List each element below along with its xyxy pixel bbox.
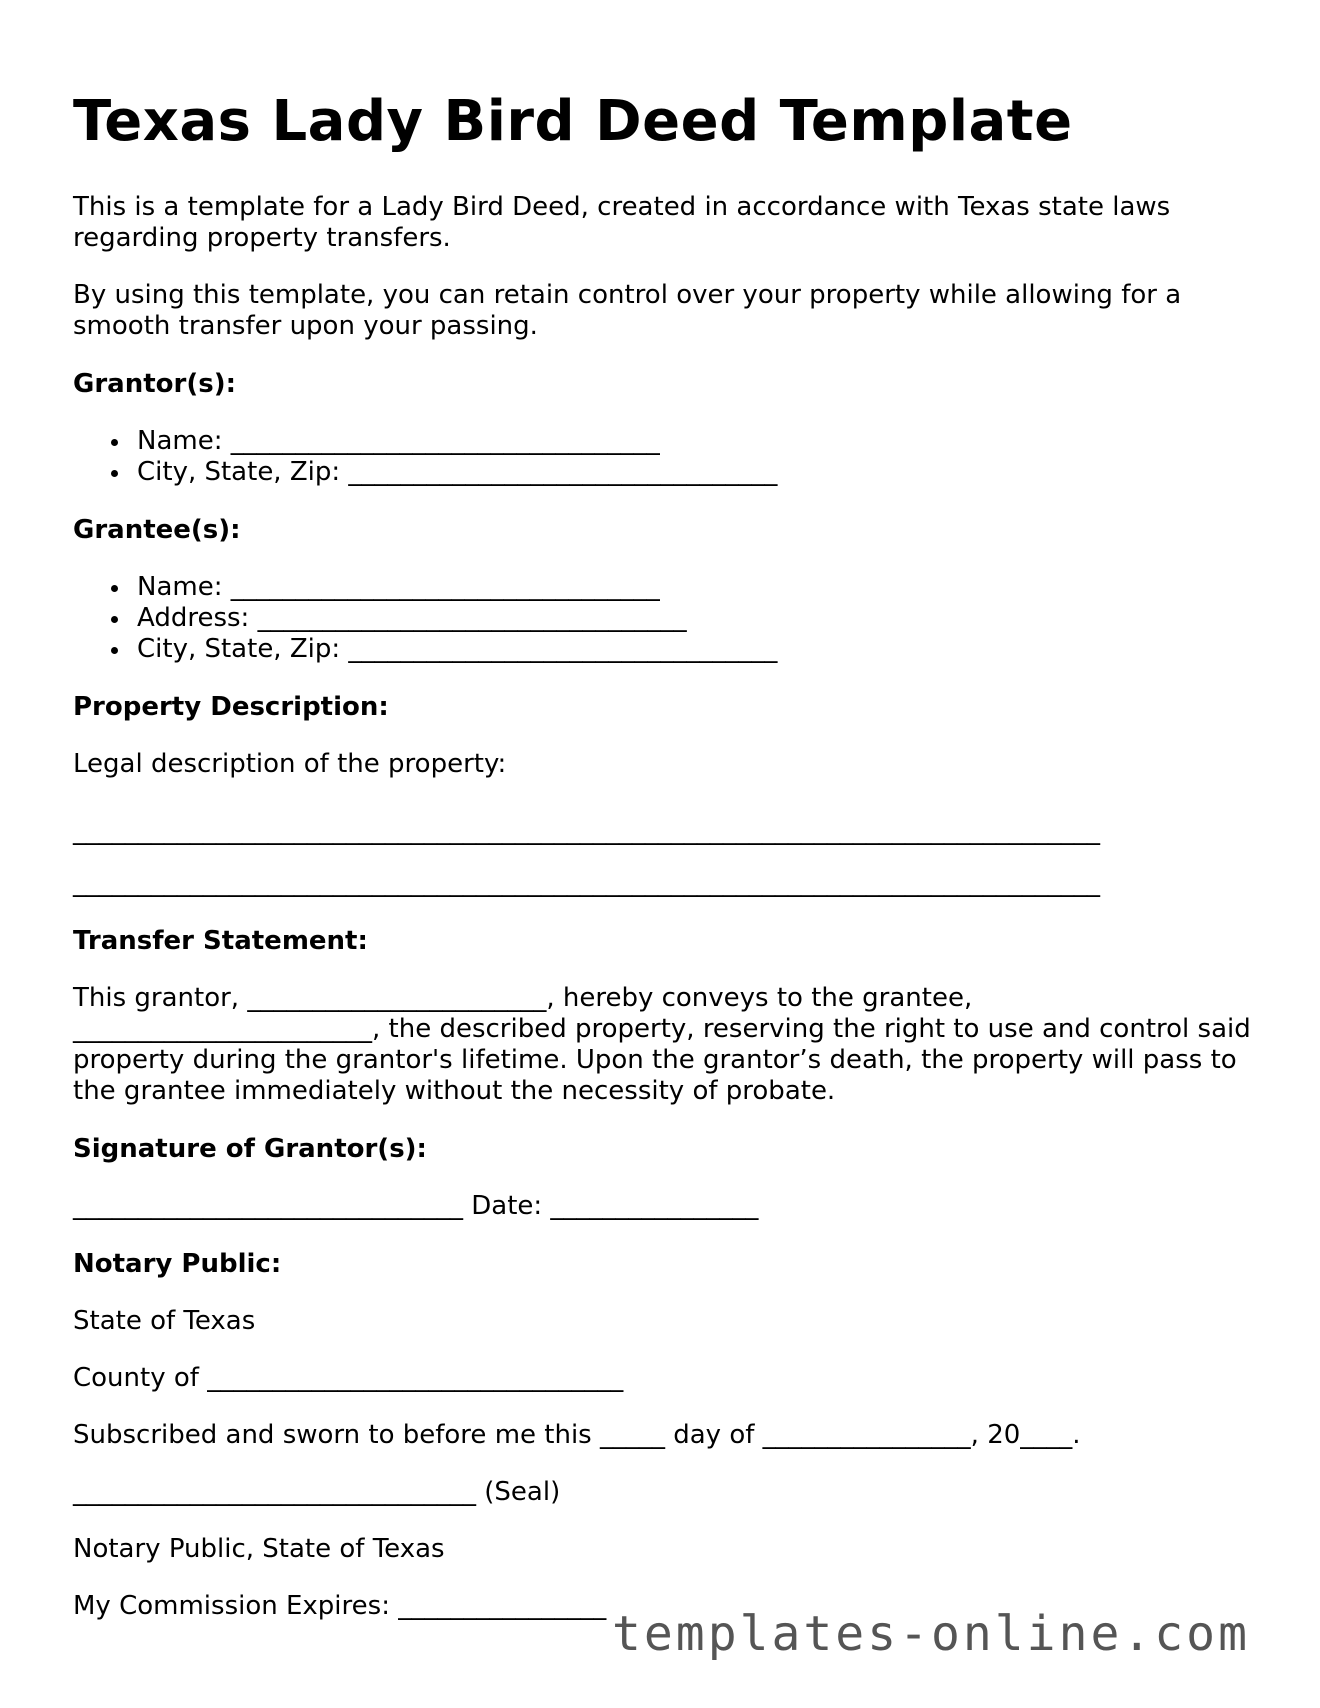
signature-heading: Signature of Grantor(s): (73, 1134, 427, 1164)
intro-paragraph-2: By using this template, you can retain control over your property while allowing for a smooth transfer upon your passing. (73, 280, 1182, 341)
property-line-1: _______________________________________________________________________________ (73, 816, 1100, 846)
notary-commission-line: My Commission Expires: ________________ (73, 1591, 607, 1621)
intro-paragraph-1: This is a template for a Lady Bird Deed, created in accordance with Texas state laws regarding property transfers. (73, 192, 1171, 253)
grantee-name-field: Name: _________________________________ (137, 572, 1263, 603)
notary-county: County of ________________________________ (73, 1363, 624, 1393)
document-title: Texas Lady Bird Deed Template (73, 89, 1073, 154)
grantee-address-field: Address: _________________________________ (137, 603, 1263, 634)
grantor-heading: Grantor(s): (73, 369, 236, 399)
notary-title-line: Notary Public, State of Texas (73, 1534, 445, 1564)
notary-sworn-line: Subscribed and sworn to before me this _____ day of ________________, 20____. (73, 1420, 1081, 1450)
property-heading: Property Description: (73, 692, 389, 722)
grantor-name-field: Name: _________________________________ (137, 426, 1263, 457)
grantor-city-state-zip-field: City, State, Zip: _________________________________ (137, 457, 1263, 488)
grantee-fields (73, 572, 1263, 665)
property-line-2: _______________________________________________________________________________ (73, 868, 1100, 898)
signature-line: ______________________________ Date: ________________ (73, 1191, 759, 1221)
transfer-statement: This grantor, _______________________, hereby conveys to the grantee, _______________________, the described property, reserving the right to use and control said property during the grantor's lifetime. Upon the grantor’s death, the property will pass to the grantee immediately without the necessity of probate. (73, 983, 1251, 1106)
notary-seal-line: _______________________________ (Seal) (73, 1477, 561, 1507)
document-page (73, 0, 1263, 1622)
notary-heading: Notary Public: (73, 1249, 282, 1279)
grantor-fields (73, 426, 1263, 488)
watermark-text: templates-online.com (612, 1606, 1250, 1662)
grantee-heading: Grantee(s): (73, 515, 241, 545)
property-label: Legal description of the property: (73, 749, 507, 779)
transfer-heading: Transfer Statement: (73, 926, 368, 956)
grantee-city-state-zip-field: City, State, Zip: _________________________________ (137, 634, 1263, 665)
notary-state: State of Texas (73, 1306, 256, 1336)
